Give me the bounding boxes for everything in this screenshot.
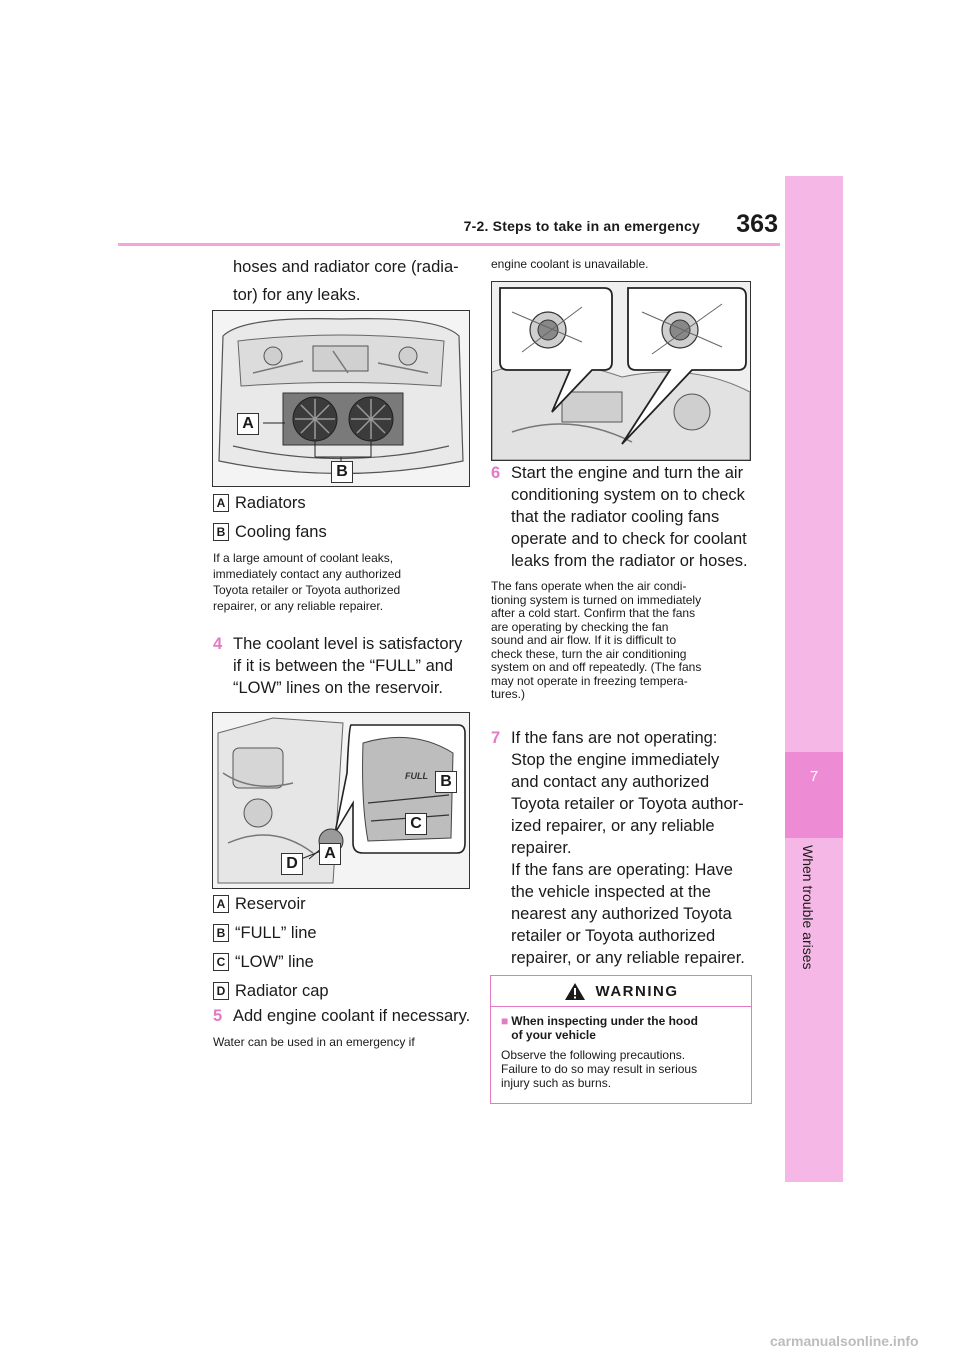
warning-title: WARNING: [595, 982, 679, 1000]
step-line: nearest any authorized Toyota: [511, 905, 732, 923]
reservoir-figure: [212, 712, 470, 889]
step-line: The coolant level is satisfactory: [233, 635, 463, 653]
step-line: conditioning system on to check: [511, 486, 745, 504]
step-number: 4: [213, 635, 223, 653]
legend-key: B: [213, 924, 229, 942]
legend-reservoir: [213, 893, 329, 1002]
step-number: 6: [491, 464, 501, 482]
radiator-illustration: [213, 311, 469, 486]
note-water: Water can be used in an emergency if: [213, 1035, 415, 1049]
warning-subtitle-line: When inspecting under the hood: [511, 1014, 698, 1028]
step-line: If the fans are operating: Have: [511, 861, 733, 879]
step-line: retailer or Toyota authorized: [511, 927, 716, 945]
legend-item: [213, 521, 327, 543]
legend-key: C: [213, 953, 229, 971]
legend-text: Cooling fans: [235, 523, 327, 541]
warning-subtitle-marker: ■: [501, 1014, 509, 1028]
note-large-leak: [213, 550, 401, 614]
legend-item: [213, 951, 329, 973]
note-line: tures.): [491, 687, 526, 701]
note-line: tioning system is turned on immediately: [491, 592, 702, 607]
step-line: “LOW” lines on the reservoir.: [233, 679, 443, 697]
step-4: [213, 633, 462, 699]
legend-text: Radiators: [235, 494, 306, 512]
legend-key: B: [213, 523, 229, 541]
legend-text: “LOW” line: [235, 953, 314, 971]
legend-item: [213, 980, 329, 1002]
header-rule: [118, 243, 780, 246]
legend-key: A: [213, 895, 229, 913]
note-line: immediately contact any authorized: [213, 567, 402, 581]
warning-line: Observe the following precautions.: [501, 1048, 686, 1062]
note-line: The fans operate when the air condi-: [491, 579, 687, 593]
step-line: ized repairer, or any reliable: [511, 817, 715, 835]
note-water-continued: engine coolant is unavailable.: [491, 257, 649, 271]
step-line: Start the engine and turn the air: [511, 464, 744, 482]
step-line: leaks from the radiator or hoses.: [511, 552, 748, 570]
warning-line: Failure to do so may result in serious: [501, 1062, 698, 1076]
intro-line: tor) for any leaks.: [233, 286, 361, 304]
chapter-title: When trouble arises: [800, 845, 816, 970]
legend-text: Reservoir: [235, 895, 306, 913]
warning-subtitle: [491, 1007, 751, 1042]
step-7: [491, 727, 745, 969]
warning-triangle-icon: [564, 982, 586, 1001]
step-line: the vehicle inspected at the: [511, 883, 711, 901]
warning-header: [491, 976, 751, 1007]
warning-line: injury such as burns.: [501, 1076, 612, 1090]
step-line: repairer.: [511, 839, 572, 857]
radiator-cap-figure: [491, 281, 751, 461]
page-number: 363: [736, 210, 778, 238]
full-marking: FULL: [405, 771, 428, 781]
radiator-cap-illustration: [492, 282, 750, 460]
step-line: Add engine coolant if necessary.: [233, 1007, 471, 1025]
step-5: [213, 1005, 470, 1027]
note-line: check these, turn the air conditioning: [491, 646, 687, 661]
step-line: operate and to check for coolant: [511, 530, 747, 548]
warning-body: [491, 1042, 751, 1090]
note-line: sound and air flow. If it is difficult to: [491, 633, 677, 647]
step-6: [491, 462, 748, 572]
warning-subtitle-line: of your vehicle: [511, 1028, 596, 1042]
note-line: may not operate in freezing tempera-: [491, 673, 688, 688]
intro-line: hoses and radiator core (radia-: [233, 258, 459, 276]
radiator-figure: [212, 310, 470, 487]
warning-box: [490, 975, 752, 1104]
step-number: 5: [213, 1007, 223, 1025]
step-number: 7: [491, 729, 501, 747]
step-line: repairer, or any reliable repairer.: [511, 949, 745, 967]
note-line: system on and off repeatedly. (The fans: [491, 660, 702, 674]
note-fans: [491, 580, 701, 702]
note-line: after a cold start. Confirm that the fans: [491, 606, 696, 620]
step-line: that the radiator cooling fans: [511, 508, 720, 526]
legend-text: “FULL” line: [235, 924, 317, 942]
note-line: are operating by checking the fan: [491, 619, 669, 634]
reservoir-illustration: [213, 713, 469, 888]
figure-callout-d: D: [281, 853, 303, 875]
legend-key: A: [213, 494, 229, 512]
step-line: if it is between the “FULL” and: [233, 657, 454, 675]
note-line: Toyota retailer or Toyota authorized: [213, 583, 401, 597]
section-title: 7-2. Steps to take in an emergency: [463, 218, 700, 234]
legend-item: [213, 492, 327, 514]
footer-site: carmanualsonline.info: [770, 1333, 919, 1349]
chapter-number: 7: [809, 768, 819, 785]
figure-callout-b: B: [435, 771, 457, 793]
chapter-side-tab: [785, 176, 843, 1182]
step-line: If the fans are not operating:: [511, 729, 718, 747]
figure-callout-c: C: [405, 813, 427, 835]
figure-callout-a: A: [237, 413, 259, 435]
note-line: repairer, or any reliable repairer.: [213, 599, 384, 613]
figure-callout-b: B: [331, 461, 353, 483]
intro-text: [233, 256, 459, 306]
legend-key: D: [213, 982, 229, 1000]
legend-item: [213, 922, 329, 944]
chapter-number-tab[interactable]: [785, 752, 843, 838]
figure-callout-a: A: [319, 843, 341, 865]
legend-text: Radiator cap: [235, 982, 329, 1000]
step-line: Stop the engine immediately: [511, 751, 720, 769]
step-line: and contact any authorized: [511, 773, 710, 791]
note-line: If a large amount of coolant leaks,: [213, 551, 394, 565]
step-line: Toyota retailer or Toyota author-: [511, 795, 744, 813]
legend-item: [213, 893, 329, 915]
legend-radiator: [213, 492, 327, 543]
